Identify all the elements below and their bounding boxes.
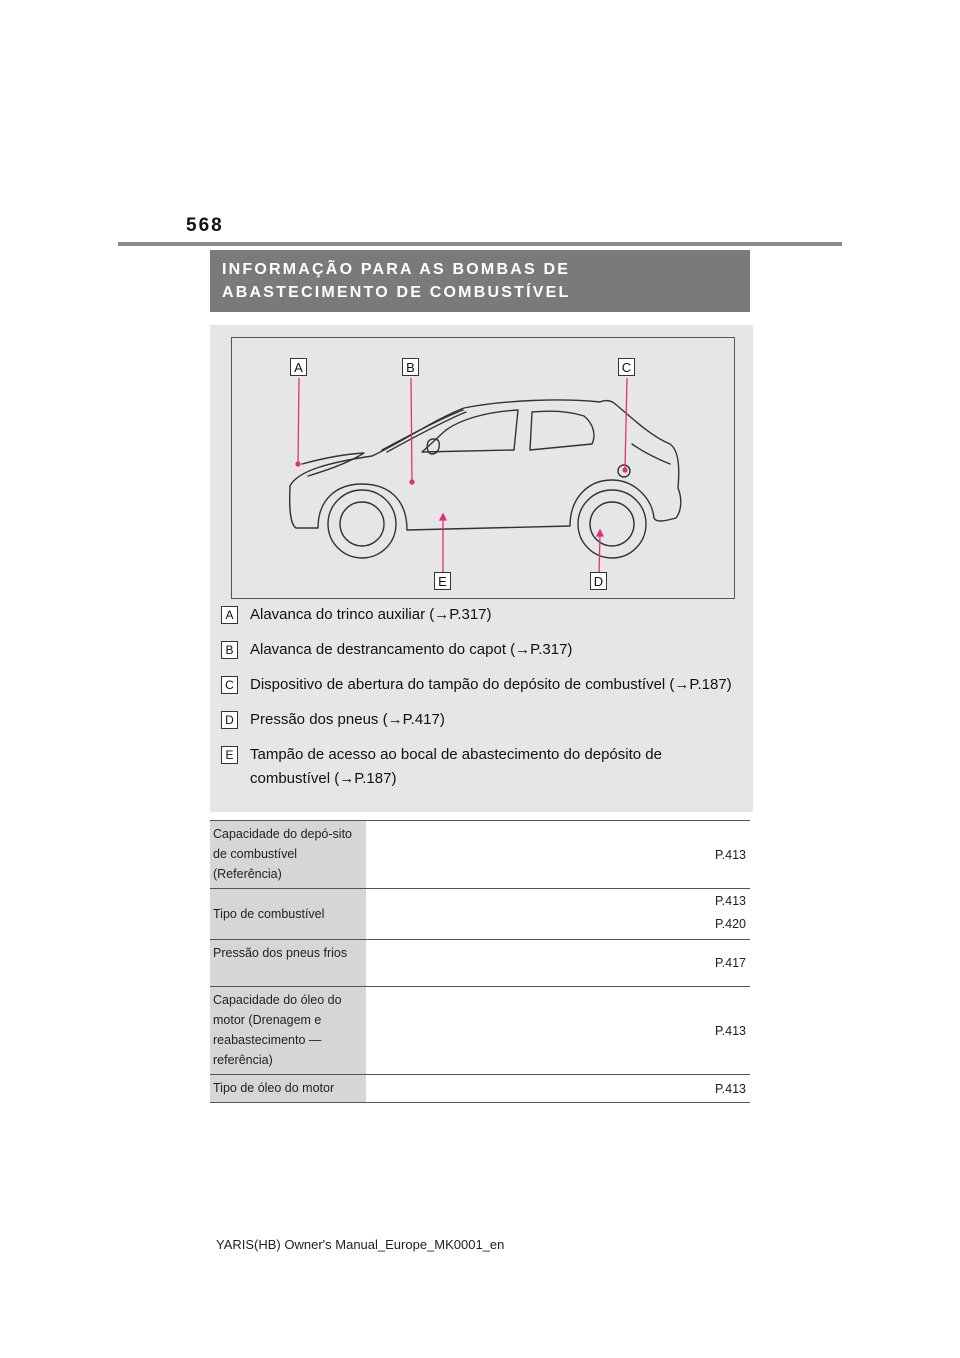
legend-item-e bbox=[220, 743, 740, 791]
legend-item-a bbox=[220, 603, 740, 627]
legend-item-b bbox=[220, 638, 740, 662]
legend-text: Dispositivo de abertura do tampão do depósito de combustível (→P.187) bbox=[250, 676, 732, 693]
car-side-view-drawing bbox=[232, 338, 734, 598]
callout-b: B bbox=[402, 358, 419, 376]
table-row bbox=[210, 889, 750, 940]
callout-c: C bbox=[618, 358, 635, 376]
row-label: Capacidade do depó-sito de combustível (Referência) bbox=[210, 821, 366, 889]
row-label: Capacidade do óleo do motor (Drenagem e reabastecimento — referência) bbox=[210, 987, 366, 1075]
figure-legend bbox=[220, 603, 740, 802]
row-value bbox=[366, 889, 750, 940]
legend-item-c bbox=[220, 673, 740, 697]
legend-item-d bbox=[220, 708, 740, 732]
car-illustration bbox=[231, 337, 735, 599]
legend-key: A bbox=[221, 606, 238, 624]
row-value bbox=[366, 940, 750, 987]
page-footer: YARIS(HB) Owner's Manual_Europe_MK0001_en bbox=[216, 1237, 505, 1252]
page-ref-link[interactable]: P.420 bbox=[714, 917, 746, 931]
legend-key: C bbox=[221, 676, 238, 694]
figure-panel bbox=[210, 325, 753, 812]
fuel-info-table bbox=[210, 820, 750, 1103]
section-title: INFORMAÇÃO PARA AS BOMBAS DE ABASTECIMENTO DE COMBUSTÍVEL bbox=[210, 250, 750, 312]
callout-a: A bbox=[290, 358, 307, 376]
page-ref-link[interactable]: P.417 bbox=[714, 956, 746, 970]
table-row bbox=[210, 940, 750, 987]
table-row bbox=[210, 987, 750, 1075]
page-number: 568 bbox=[186, 215, 224, 236]
legend-text: Alavanca de destrancamento do capot (→P.317) bbox=[250, 641, 573, 658]
legend-text: Alavanca do trinco auxiliar (→P.317) bbox=[250, 606, 492, 623]
row-label: Tipo de óleo do motor bbox=[210, 1075, 366, 1103]
page-ref-link[interactable]: P.413 bbox=[714, 1023, 746, 1038]
callout-d: D bbox=[590, 572, 607, 590]
legend-text: Tampão de acesso ao bocal de abastecimento do depósito de combustível (→P.187) bbox=[250, 746, 662, 787]
row-value bbox=[366, 821, 750, 889]
callout-e: E bbox=[434, 572, 451, 590]
legend-key: D bbox=[221, 711, 238, 729]
row-label: Pressão dos pneus frios bbox=[210, 940, 366, 987]
row-value bbox=[366, 987, 750, 1075]
header-rule bbox=[118, 242, 842, 246]
row-value bbox=[366, 1075, 750, 1103]
page-ref-link[interactable]: P.413 bbox=[714, 1081, 746, 1096]
row-label: Tipo de combustível bbox=[210, 889, 366, 940]
table-row bbox=[210, 821, 750, 889]
legend-key: E bbox=[221, 746, 238, 764]
table-row bbox=[210, 1075, 750, 1103]
page-ref-link[interactable]: P.413 bbox=[714, 894, 746, 908]
legend-key: B bbox=[221, 641, 238, 659]
legend-text: Pressão dos pneus (→P.417) bbox=[250, 711, 445, 728]
page-ref-link[interactable]: P.413 bbox=[714, 847, 746, 862]
